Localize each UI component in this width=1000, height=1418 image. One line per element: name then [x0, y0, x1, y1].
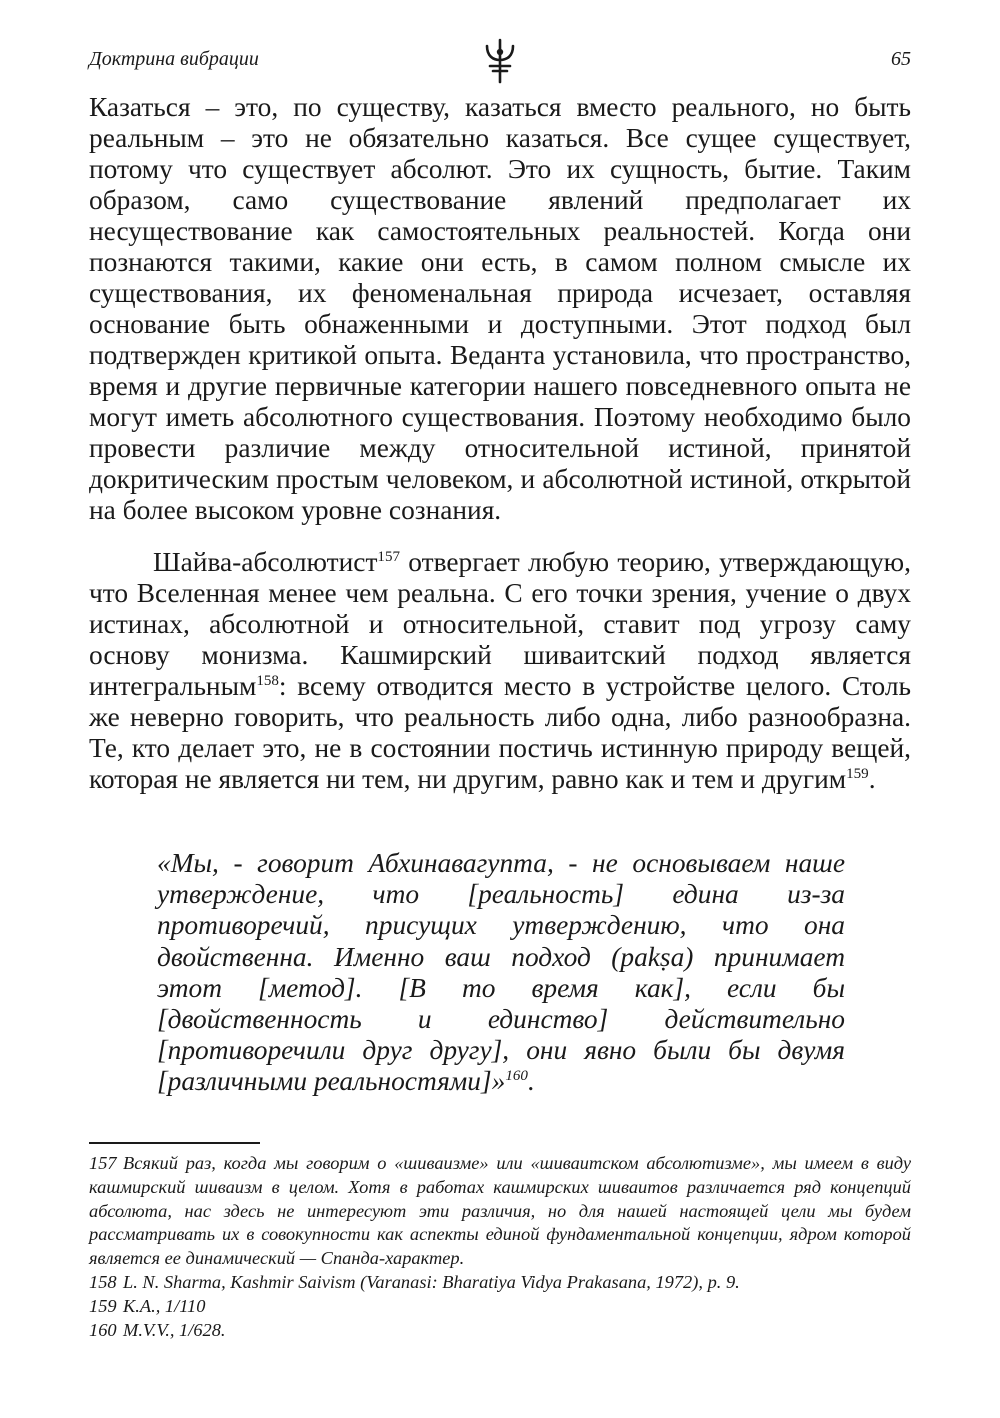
- paragraph-1: Казаться – это, по существу, казаться вместо реального, но быть реальным – это не обязательно казаться. Все сущее существует, потому что существует абсолют. Это их сущность, бытие. Таким образом, само существование явлений предполагает их несуществование как самостоятельных реальностей. Когда они познаются такими, какие они есть, в самом полном смысле их существования, их феноменальная природа исчезает, оставляя основание быть обнаженными и доступными. Этот подход был подтвержден критикой опыта. Веданта установила, что пространство, время и другие первичные категории нашего повседневного опыта не могут иметь абсолютного существования. Поэтому необходимо было провести различие между относительной истиной, принятой докритическим простым человеком, и абсолютной истиной, открытой на более высоком уровне сознания.: [89, 92, 911, 525]
- block-quote: [157, 848, 845, 1098]
- main-text: [89, 92, 911, 795]
- footnote-ref-158: 158: [256, 672, 279, 689]
- running-title: Доктрина вибрации: [89, 48, 259, 70]
- footnotes: [89, 1152, 911, 1342]
- footnote-text: K.A., 1/110: [123, 1295, 206, 1316]
- paragraph-2-part-3: : всему отводится место в устройстве целого. Столь же неверно говорить, что реальность либо одна, либо разнообразна. Те, кто делает это, не в состоянии постичь истинную природу вещей, которая не является ни тем, ни другим, равно как и тем и другим: [89, 671, 911, 794]
- quote-text: «Мы, - говорит Абхинавагупта, - не основываем наше утверждение, что [реальность] едина из-за противоречий, присущих утверждению, что она двойственна. Именно ваш подход (pakṣa) принимает этот [метод]. [В то время как], если бы [двойственность и единство] действительно [противоречили друг другу], они явно были бы двумя [различными реальностями]»: [157, 848, 845, 1097]
- paragraph-2: [89, 547, 911, 795]
- footnote-text: Всякий раз, когда мы говорим о «шиваизме» или «шиваитском абсолютизме», мы имеем в виду кашмирский шиваизм в целом. Хотя в работах кашмирских шиваитов различается ряд концепций абсолюта, нас здесь не интересуют эти различия, но для нашей настоящей цели мы будем рассматривать их в совокупности как аспекты единой фундаментальной концепции, ядром которой является ее динамический — Спанда-характер.: [89, 1153, 911, 1269]
- footnote-text: L. N. Sharma, Kashmir Saivism (Varanasi: Bharatiya Vidya Prakasana, 1972), p. 9.: [123, 1271, 740, 1292]
- footnote-160: [89, 1319, 911, 1343]
- quote-end: .: [527, 1066, 535, 1097]
- footnote-158: [89, 1271, 911, 1295]
- paragraph-2-part-2: отвергает любую теорию, утверждающую, что Вселенная менее чем реальна. С его точки зрения, учение о двух истинах, абсолютной и относительной, ставит под угрозу саму основу монизма. Кашмирский шиваитский подход является интегральным: [89, 547, 911, 701]
- page-number: 65: [891, 48, 911, 70]
- trident-emblem-icon: [483, 38, 517, 84]
- paragraph-2-part-1: Шайва-абсолютист: [153, 547, 378, 577]
- footnote-ref-160: 160: [505, 1068, 528, 1085]
- footnote-159: [89, 1295, 911, 1319]
- footnote-separator: [89, 1142, 260, 1144]
- footnote-number: 157: [89, 1153, 117, 1173]
- footnote-ref-159: 159: [846, 765, 869, 782]
- footnote-number: 159: [89, 1295, 117, 1316]
- footnote-number: 158: [89, 1271, 117, 1292]
- paragraph-2-part-4: .: [868, 764, 876, 794]
- footnote-157: [89, 1152, 911, 1271]
- footnote-number: 160: [89, 1319, 117, 1340]
- footnote-text: M.V.V., 1/628.: [123, 1319, 226, 1340]
- footnote-ref-157: 157: [377, 548, 401, 565]
